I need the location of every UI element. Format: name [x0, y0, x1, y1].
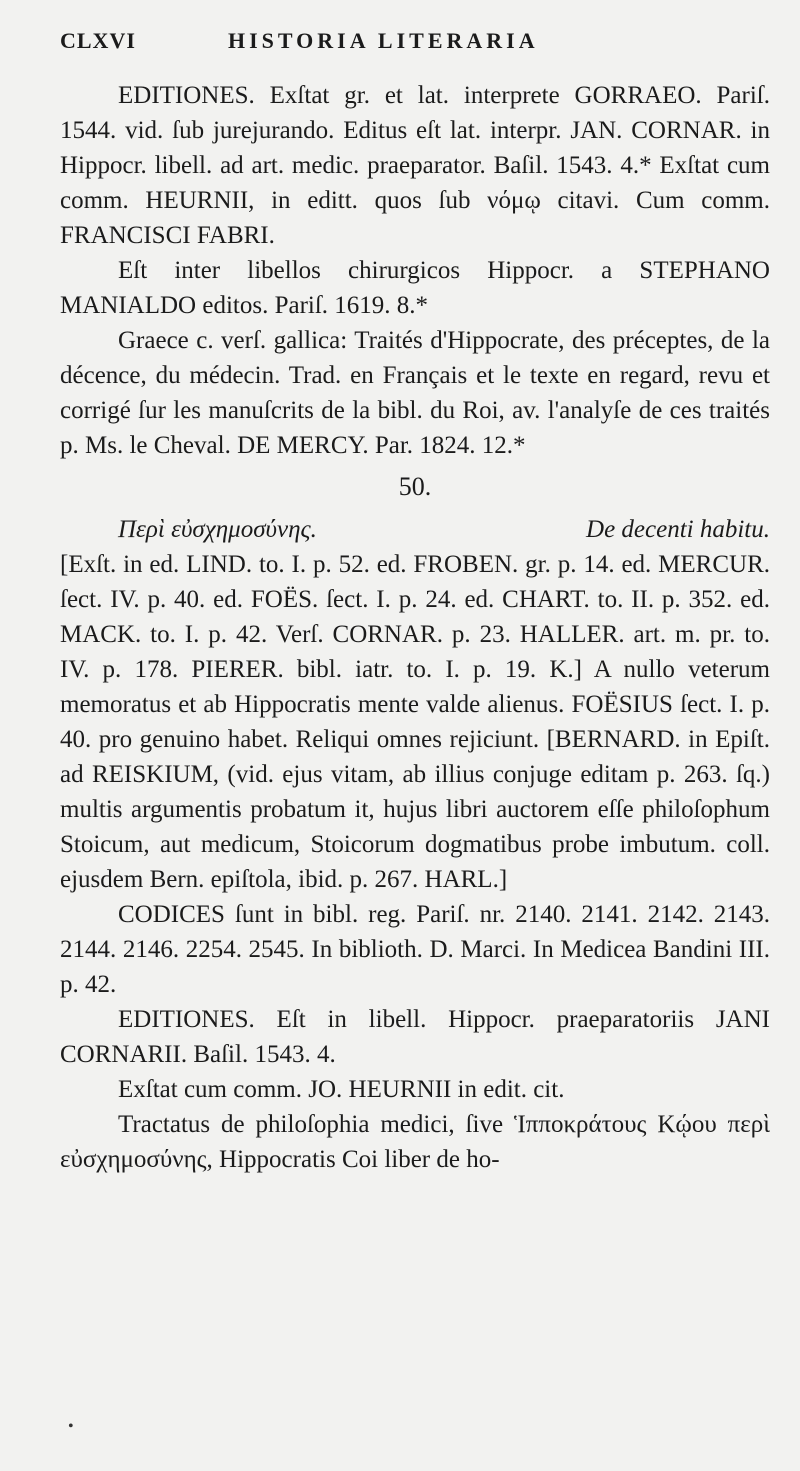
paragraph-manialdus: Eſt inter libellos chirurgicos Hippocr. a STEPHANO MANIALDO editos. Pariſ. 1619. 8.*	[60, 257, 770, 319]
paragraph-tractatus: Tractatus de philoſophia medici, ſive Ἱπποκράτους Κῴου περὶ εὐσχημοσύνης, Hippocratis Coi liber de ho-	[60, 1111, 770, 1173]
paragraph-heurnius: Exſtat cum comm. JO. HEURNII in edit. cit.	[118, 1076, 565, 1103]
section-title-latin: De decenti habitu.	[586, 516, 770, 543]
paragraph-graece: Graece c. verſ. gallica: Traités d'Hippocrate, des préceptes, de la décence, du médecin. Trad. en Français et le texte en regard, revu et corrigé ſur les manuſcrits de la bibl. du Roi, av. l'analyſe de ces traités p. Ms. le Cheval. DE MERCY. Par. 1824. 12.*	[60, 327, 770, 459]
section-title	[60, 512, 770, 547]
paragraph-codices: CODICES ſunt in bibl. reg. Pariſ. nr. 2140. 2141. 2142. 2143. 2144. 2146. 2254. 2545. In biblioth. D. Marci. In Medicea Bandini III. p. 42.	[60, 901, 770, 998]
paragraph-editiones-cornarius: EDITIONES. Eſt in libell. Hippocr. praeparatoriis JANI CORNARII. Baſil. 1543. 4.	[60, 1006, 770, 1068]
body-text	[60, 78, 770, 1177]
section-title-greek: Περὶ εὐσχημοσύνης.	[118, 516, 317, 543]
section-number: 50.	[398, 472, 432, 501]
paragraph-references: [Exſt. in ed. LIND. to. I. p. 52. ed. FROBEN. gr. p. 14. ed. MERCUR. ſect. IV. p. 40. ed. FOËS. ſect. I. p. 24. ed. CHART. to. II. p. 352. ed. MACK. to. I. p. 42. Verſ. CORNAR. p. 23. HALLER. art. m. pr. to. IV. p. 178. PIERER. bibl. iatr. to. I. p. 19. K.] A nullo veterum memoratus et ab Hippocratis mente valde alienus. FOËSIUS ſect. I. p. 40. pro genuino habet. Reliqui omnes rejiciunt. [BERNARD. in Epiſt. ad REISKIUM, (vid. ejus vitam, ab illius conjuge editam p. 263. ſq.) multis argumentis probatum it, hujus libri auctorem eſſe philoſophum Stoicum, aut medicum, Stoicorum dogmatibus probe imbutum. coll. ejusdem Bern. epiſtola, ibid. p. 267. HARL.]	[60, 551, 770, 893]
running-title: HISTORIA LITERARIA	[228, 28, 539, 53]
paragraph-editiones: EDITIONES. Exſtat gr. et lat. interprete GORRAEO. Pariſ. 1544. vid. ſub jurejurando. Editus eſt lat. interpr. JAN. CORNAR. in Hippocr. libell. ad art. medic. praeparator. Baſil. 1543. 4.* Exſtat cum comm. HEURNII, in editt. quos ſub νόμῳ citavi. Cum comm. FRANCISCI FABRI.	[60, 82, 770, 249]
page-folio: CLXVI	[60, 28, 136, 53]
footer-mark: •	[68, 1418, 74, 1435]
running-head	[60, 28, 770, 78]
